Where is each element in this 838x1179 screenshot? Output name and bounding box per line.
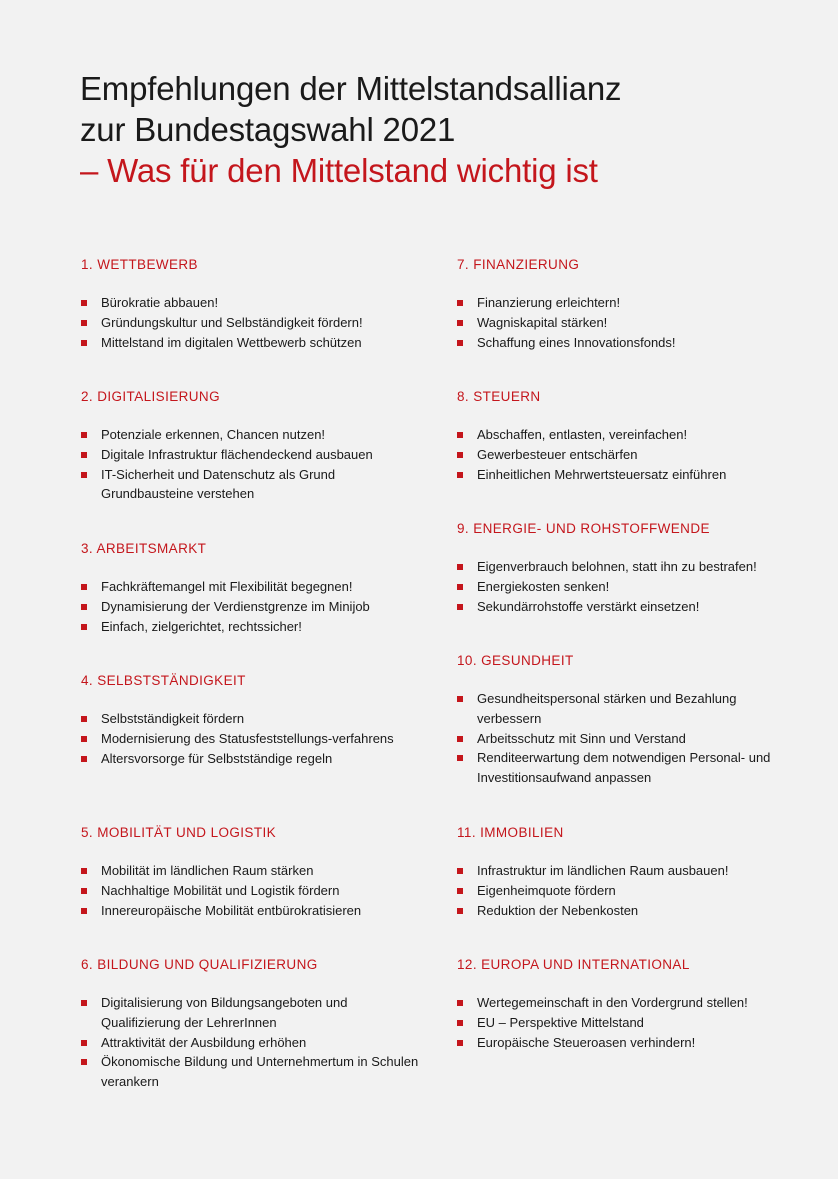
section (457, 823, 777, 920)
section-heading: 10. GESUNDHEIT (457, 653, 574, 668)
section (457, 651, 777, 788)
list-item-text: Energiekosten senken! (477, 578, 610, 594)
list-item (81, 729, 421, 749)
list-item-text: Selbstständigkeit fördern (101, 711, 245, 726)
section-heading: 2. DIGITALISIERUNG (81, 389, 220, 404)
section-heading: 1. WETTBEWERB (81, 257, 198, 272)
square-bullet-icon (81, 624, 87, 630)
list-item-text: Infrastruktur im ländlichen Raum ausbauen! (477, 863, 729, 878)
section-heading: 9. ENERGIE- UND ROHSTOFFWENDE (457, 521, 710, 536)
square-bullet-icon (81, 300, 87, 306)
list-item-text: Modernisierung des Statusfeststellungs-verfahrens (101, 730, 394, 746)
list-item (81, 577, 421, 597)
list-item (457, 597, 777, 617)
list-item (81, 1052, 421, 1092)
square-bullet-icon (457, 340, 463, 346)
list-item-text: Mittelstand im digitalen Wettbewerb schützen (101, 334, 362, 350)
square-bullet-icon (457, 432, 463, 438)
list-item (81, 445, 421, 465)
square-bullet-icon (457, 908, 463, 914)
section (457, 519, 777, 616)
square-bullet-icon (457, 1020, 463, 1026)
list-item (81, 1033, 421, 1053)
list-item (81, 709, 421, 729)
list-item-text: Europäische Steueroasen verhindern! (477, 1034, 696, 1050)
page-title (80, 68, 621, 191)
section (81, 671, 421, 768)
section (81, 955, 421, 1092)
recommendation-list (81, 861, 421, 920)
square-bullet-icon (81, 868, 87, 874)
recommendation-list (457, 293, 777, 352)
list-item-text: Digitalisierung von Bildungsangeboten und Qualifizierung der LehrerInnen (101, 995, 348, 1030)
title-line-3: – Was für den Mittelstand wichtig ist (80, 152, 598, 189)
title-line-1: Empfehlungen der Mittelstandsallianz (80, 70, 622, 107)
square-bullet-icon (81, 1040, 87, 1046)
list-item-text: Einfach, zielgerichtet, rechtssicher! (101, 618, 302, 634)
square-bullet-icon (81, 320, 87, 326)
list-item-text: Finanzierung erleichtern! (477, 295, 621, 310)
list-item (457, 881, 777, 901)
list-item (457, 465, 777, 485)
list-item-text: Gesundheitspersonal stärken und Bezahlung verbessern (477, 691, 737, 726)
square-bullet-icon (457, 452, 463, 458)
list-item-text: Mobilität im ländlichen Raum stärken (101, 863, 314, 878)
list-item-text: Fachkräftemangel mit Flexibilität begegnen! (101, 579, 353, 594)
square-bullet-icon (81, 888, 87, 894)
list-item-text: Eigenheimquote fördern (477, 882, 616, 898)
list-item-text: EU – Perspektive Mittelstand (477, 1014, 644, 1030)
recommendation-list (457, 425, 777, 484)
recommendation-list (81, 993, 421, 1092)
square-bullet-icon (81, 736, 87, 742)
recommendation-list (457, 861, 777, 920)
list-item-text: Innereuropäische Mobilität entbürokratisieren (101, 902, 362, 918)
title-line-2: zur Bundestagswahl 2021 (80, 111, 456, 148)
list-item-text: Reduktion der Nebenkosten (477, 902, 639, 918)
square-bullet-icon (81, 1059, 87, 1065)
list-item (81, 861, 421, 881)
list-item (457, 901, 777, 921)
section (457, 255, 777, 352)
list-item-text: Nachhaltige Mobilität und Logistik fördern (101, 882, 340, 898)
list-item (81, 901, 421, 921)
list-item (457, 748, 777, 788)
list-item-text: Attraktivität der Ausbildung erhöhen (101, 1034, 307, 1050)
square-bullet-icon (457, 1040, 463, 1046)
square-bullet-icon (457, 696, 463, 702)
square-bullet-icon (457, 584, 463, 590)
square-bullet-icon (81, 584, 87, 590)
square-bullet-icon (457, 888, 463, 894)
square-bullet-icon (457, 604, 463, 610)
square-bullet-icon (457, 868, 463, 874)
list-item (81, 465, 421, 505)
section (81, 823, 421, 920)
section (81, 387, 421, 504)
square-bullet-icon (81, 604, 87, 610)
list-item-text: Eigenverbrauch belohnen, statt ihn zu bestrafen! (477, 559, 757, 574)
section (81, 539, 421, 636)
square-bullet-icon (81, 716, 87, 722)
recommendation-list (81, 709, 421, 768)
square-bullet-icon (457, 300, 463, 306)
list-item-text: Wagniskapital stärken! (477, 314, 608, 330)
list-item-text: Altersvorsorge für Selbstständige regeln (101, 750, 333, 766)
square-bullet-icon (457, 564, 463, 570)
list-item (81, 881, 421, 901)
section (457, 387, 777, 484)
list-item (81, 617, 421, 637)
list-item-text: Gründungskultur und Selbständigkeit fördern! (101, 314, 363, 330)
square-bullet-icon (457, 1000, 463, 1006)
recommendation-list (457, 689, 777, 788)
section-heading: 6. BILDUNG UND QUALIFIZIERUNG (81, 957, 318, 972)
recommendation-list (457, 993, 777, 1052)
list-item-text: Abschaffen, entlasten, vereinfachen! (477, 427, 688, 442)
list-item (457, 1033, 777, 1053)
list-item-text: Digitale Infrastruktur flächendeckend ausbauen (101, 446, 373, 462)
square-bullet-icon (81, 452, 87, 458)
section (81, 255, 421, 352)
square-bullet-icon (81, 1000, 87, 1006)
list-item-text: Gewerbesteuer entschärfen (477, 446, 638, 462)
list-item-text: Arbeitsschutz mit Sinn und Verstand (477, 730, 686, 746)
list-item (81, 293, 421, 313)
square-bullet-icon (81, 908, 87, 914)
square-bullet-icon (457, 320, 463, 326)
square-bullet-icon (81, 340, 87, 346)
section-heading: 12. EUROPA UND INTERNATIONAL (457, 957, 690, 972)
square-bullet-icon (457, 736, 463, 742)
section-heading: 3. ARBEITSMARKT (81, 541, 207, 556)
list-item (457, 729, 777, 749)
list-item-text: Ökonomische Bildung und Unternehmertum in Schulen verankern (101, 1054, 419, 1090)
list-item-text: Sekundärrohstoffe verstärkt einsetzen! (477, 598, 700, 614)
list-item (457, 557, 777, 577)
recommendation-list (81, 425, 421, 504)
list-item (457, 333, 777, 353)
list-item-text: Potenziale erkennen, Chancen nutzen! (101, 427, 326, 442)
section-heading: 4. SELBSTSTÄNDIGKEIT (81, 673, 246, 688)
list-item-text: Einheitlichen Mehrwertsteuersatz einführen (477, 466, 727, 482)
list-item (81, 333, 421, 353)
list-item-text: Schaffung eines Innovationsfonds! (477, 334, 676, 350)
list-item (457, 293, 777, 313)
square-bullet-icon (81, 472, 87, 478)
square-bullet-icon (457, 755, 463, 761)
list-item-text: IT-Sicherheit und Datenschutz als Grund Grundbausteine verstehen (101, 466, 336, 502)
square-bullet-icon (81, 756, 87, 762)
recommendation-list (81, 293, 421, 352)
recommendation-list (457, 557, 777, 616)
list-item (81, 313, 421, 333)
section-heading: 5. MOBILITÄT UND LOGISTIK (81, 825, 277, 840)
list-item-text: Wertegemeinschaft in den Vordergrund stellen! (477, 995, 748, 1010)
list-item-text: Renditeerwartung dem notwendigen Personal- und Investitionsaufwand anpassen (477, 750, 771, 786)
list-item-text: Bürokratie abbauen! (101, 295, 219, 310)
section-heading: 11. IMMOBILIEN (457, 825, 564, 840)
list-item (457, 689, 777, 729)
list-item (457, 445, 777, 465)
list-item (81, 597, 421, 617)
list-item (457, 577, 777, 597)
section (457, 955, 777, 1052)
recommendation-list (81, 577, 421, 636)
square-bullet-icon (457, 472, 463, 478)
list-item (457, 313, 777, 333)
list-item (81, 993, 421, 1033)
section-heading: 8. STEUERN (457, 389, 541, 404)
list-item (457, 993, 777, 1013)
square-bullet-icon (81, 432, 87, 438)
list-item (81, 749, 421, 769)
section-heading: 7. FINANZIERUNG (457, 257, 580, 272)
list-item (81, 425, 421, 445)
list-item (457, 1013, 777, 1033)
list-item-text: Dynamisierung der Verdienstgrenze im Minijob (101, 598, 370, 614)
list-item (457, 861, 777, 881)
list-item (457, 425, 777, 445)
